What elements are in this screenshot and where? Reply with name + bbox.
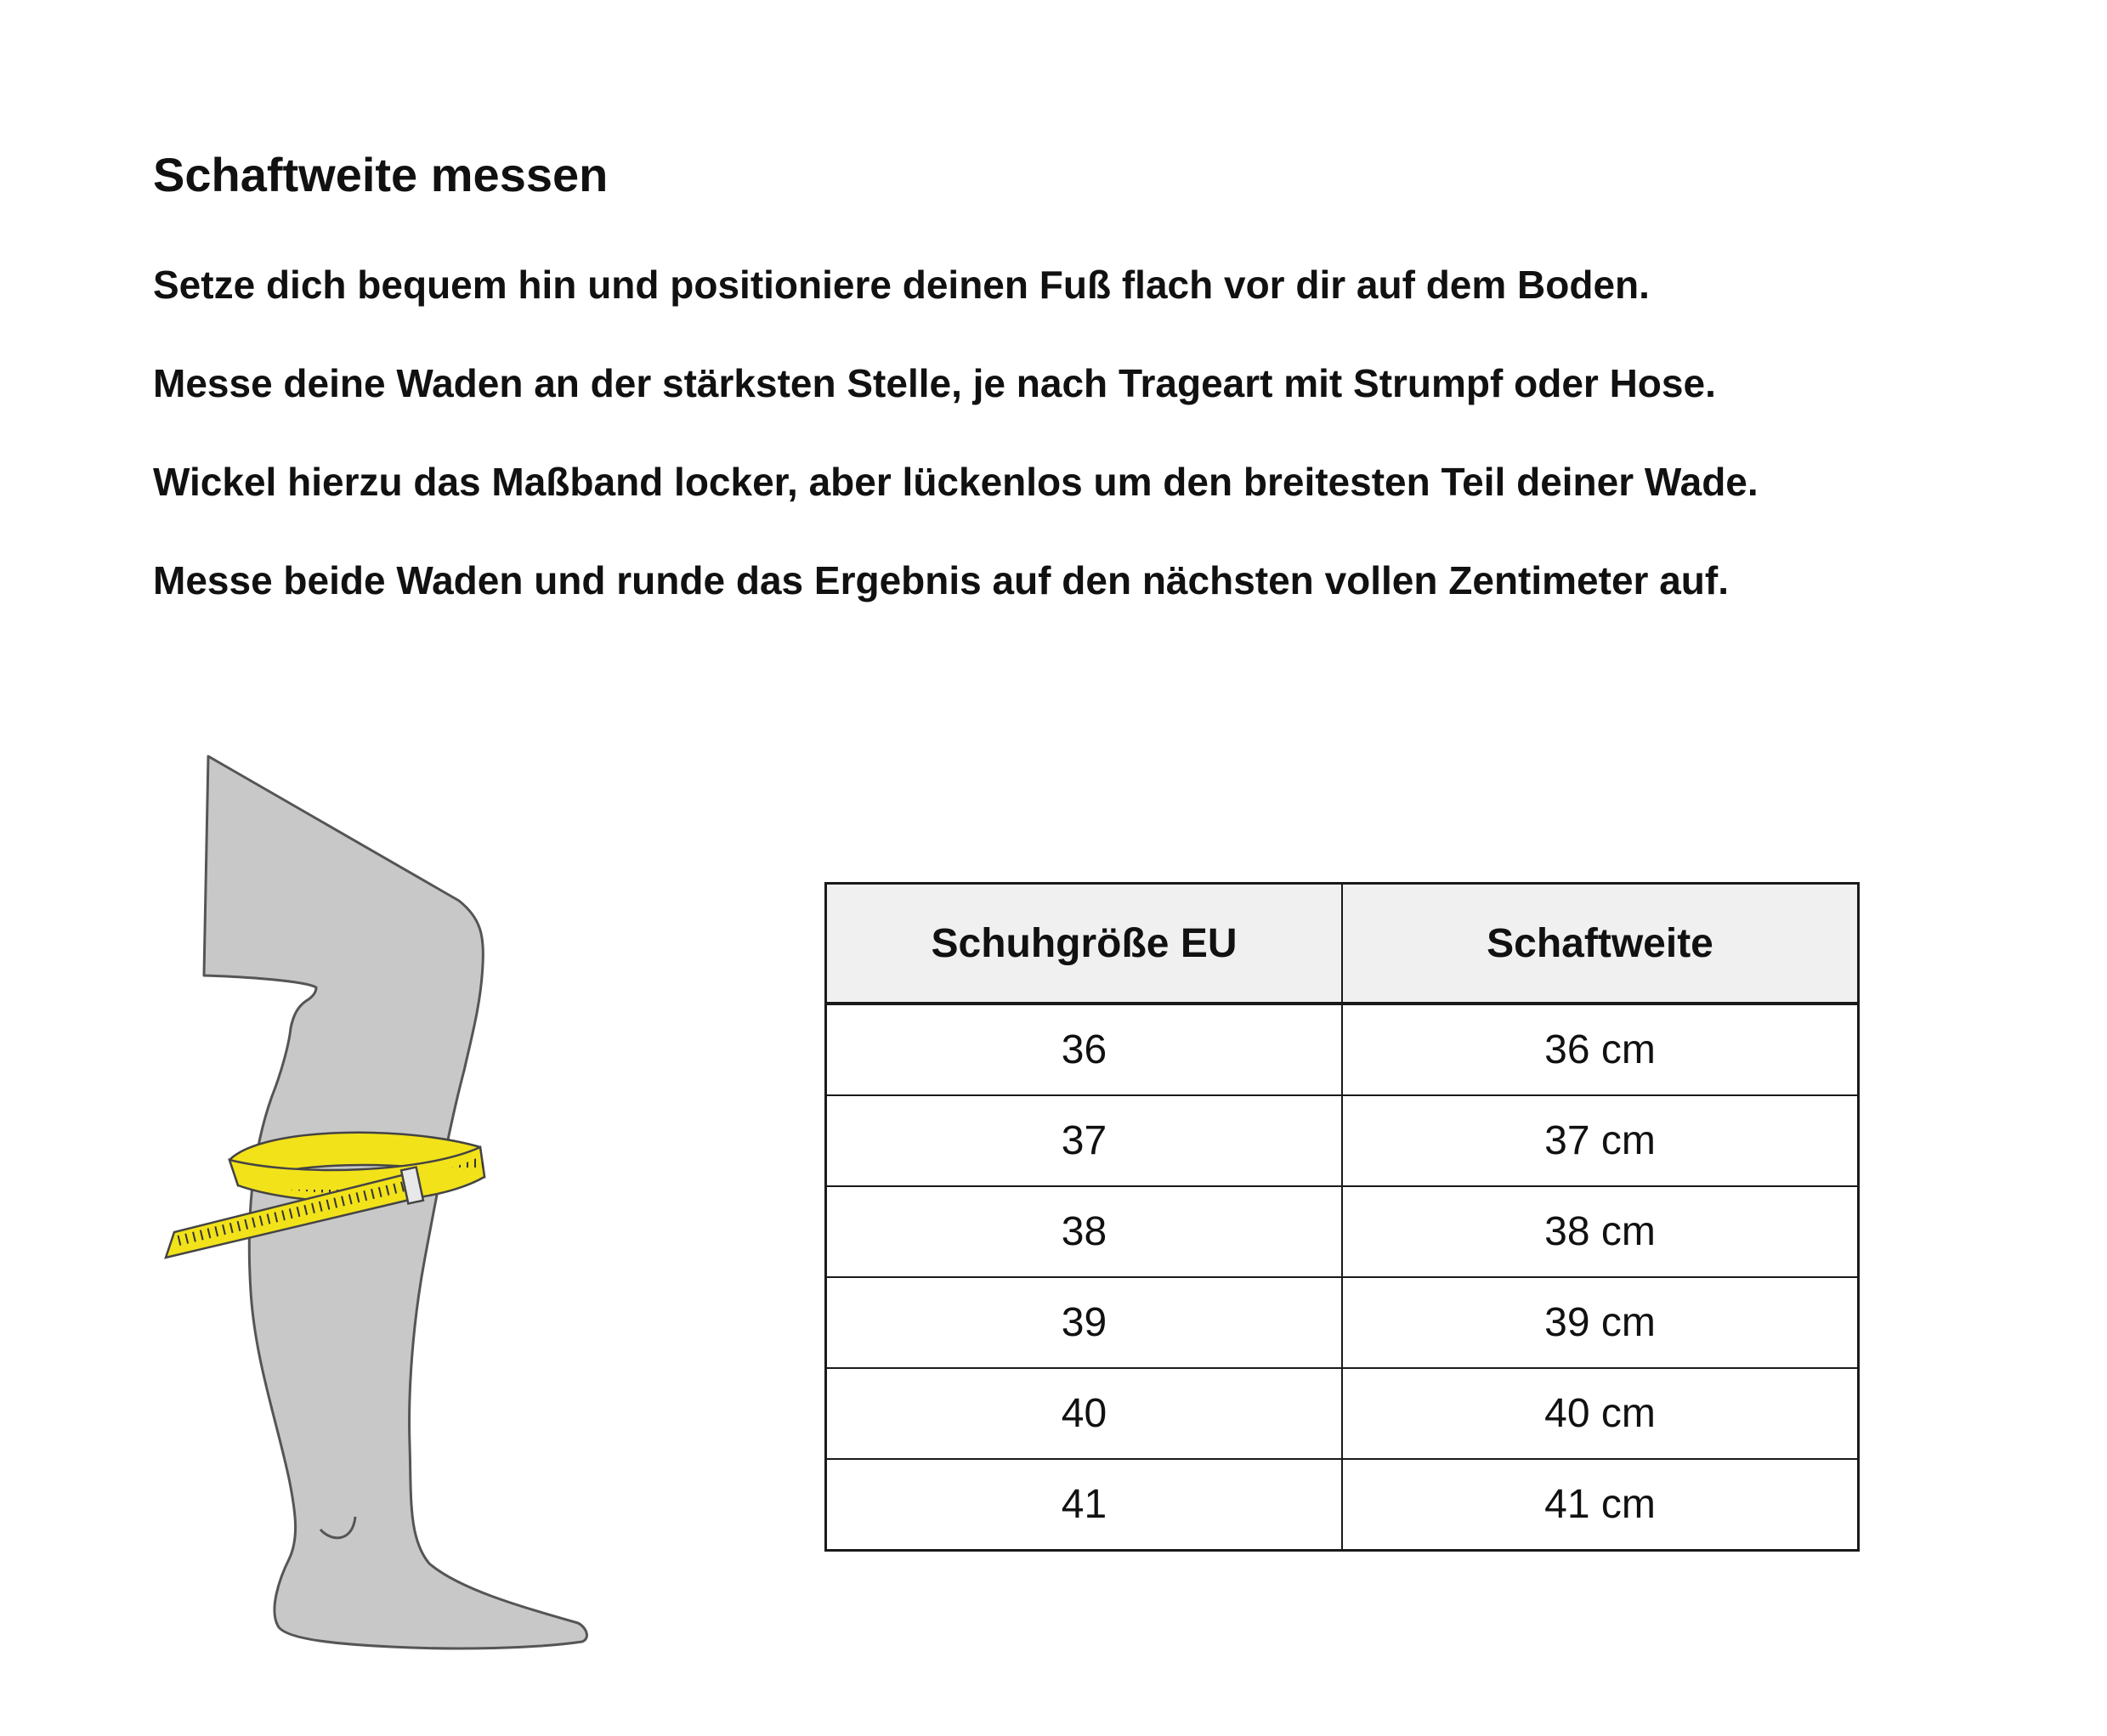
page-title: Schaftweite messen	[153, 148, 609, 201]
table-header-row	[826, 884, 1859, 1004]
table-row	[826, 1459, 1859, 1551]
instruction-step: Messe deine Waden an der stärksten Stelle, je nach Trageart mit Strumpf oder Hose.	[153, 361, 1716, 405]
table-row	[826, 1277, 1859, 1368]
table-row	[826, 1004, 1859, 1095]
shaft-width-cell: 37 cm	[1342, 1095, 1859, 1186]
instruction-step: Messe beide Waden und runde das Ergebnis auf den nächsten vollen Zentimeter auf.	[153, 558, 1729, 602]
shoe-size-cell: 41	[826, 1459, 1343, 1551]
instruction-step: Wickel hierzu das Maßband locker, aber lückenlos um den breitesten Teil deiner Wade.	[153, 460, 1759, 504]
instruction-list	[153, 265, 1759, 659]
shoe-size-cell: 39	[826, 1277, 1343, 1368]
shaft-width-cell: 40 cm	[1342, 1368, 1859, 1459]
shoe-size-cell: 37	[826, 1095, 1343, 1186]
table-row	[826, 1095, 1859, 1186]
size-table	[824, 882, 1860, 1552]
shoe-size-cell: 38	[826, 1186, 1343, 1277]
column-header-shaft-width: Schaftweite	[1342, 884, 1859, 1004]
leg-with-measuring-tape-icon	[153, 748, 663, 1665]
shaft-width-cell: 38 cm	[1342, 1186, 1859, 1277]
table-row	[826, 1368, 1859, 1459]
shoe-size-cell: 40	[826, 1368, 1343, 1459]
shaft-width-cell: 39 cm	[1342, 1277, 1859, 1368]
column-header-shoe-size: Schuhgröße EU	[826, 884, 1343, 1004]
shoe-size-cell: 36	[826, 1004, 1343, 1095]
instruction-step: Setze dich bequem hin und positioniere deinen Fuß flach vor dir auf dem Boden.	[153, 263, 1650, 307]
shaft-width-cell: 36 cm	[1342, 1004, 1859, 1095]
shaft-width-cell: 41 cm	[1342, 1459, 1859, 1551]
table-row	[826, 1186, 1859, 1277]
